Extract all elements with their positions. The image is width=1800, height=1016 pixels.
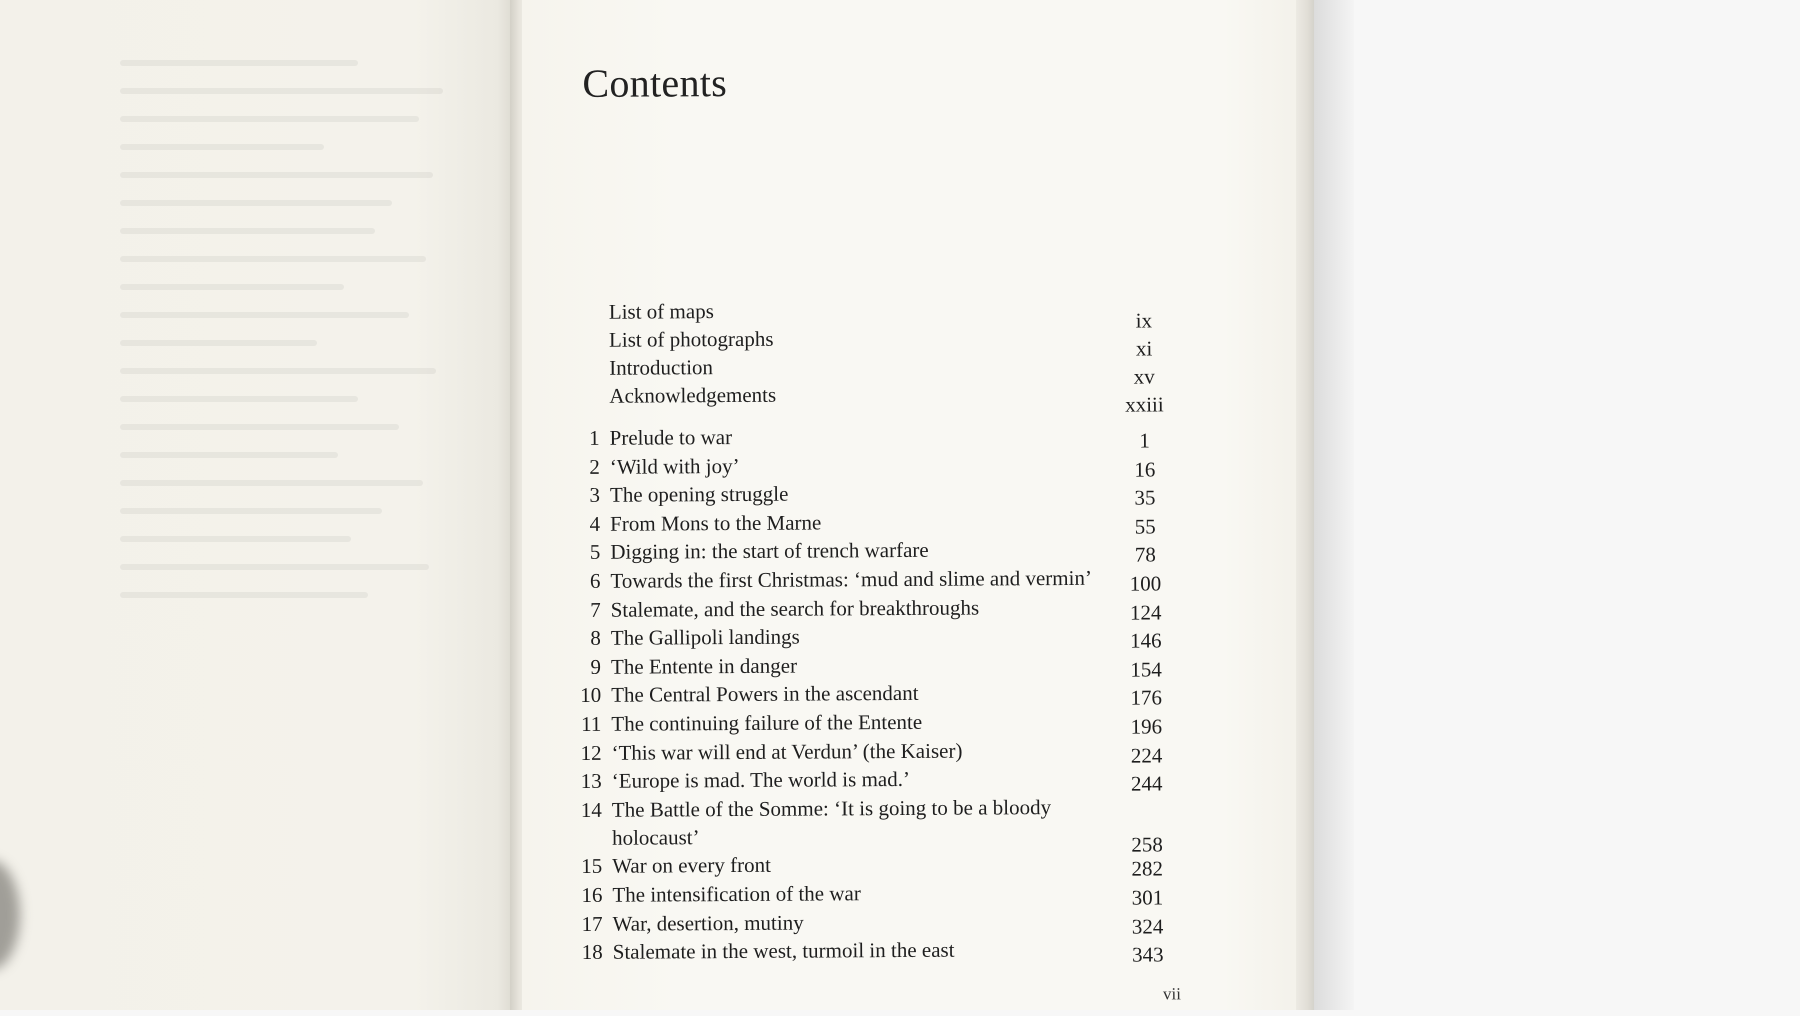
entry-page-number: 324 [1131, 913, 1164, 939]
entry-title: From Mons to the Marne [610, 510, 822, 536]
entry-title: War on every front [612, 853, 771, 879]
page-number: vii [1162, 984, 1182, 1004]
entry-title: The opening struggle [609, 481, 789, 507]
entry-page-number: 244 [1130, 771, 1163, 796]
front-matter-entry [559, 350, 1179, 389]
chapter-number: 18 [581, 940, 603, 965]
chapter-number: 4 [589, 511, 601, 536]
entry-page-number: 176 [1130, 685, 1163, 710]
entry-page-number: 196 [1130, 714, 1163, 739]
chapter-entry [562, 906, 1182, 938]
chapter-entry [561, 678, 1181, 710]
entry-page-number: 224 [1130, 742, 1163, 768]
chapter-number: 10 [580, 683, 602, 708]
entry-title: The Gallipoli landings [610, 624, 800, 650]
entry-page-number: xi [1135, 336, 1153, 361]
chapter-number: 16 [581, 882, 603, 907]
front-matter-entry [559, 294, 1179, 333]
entry-title: The Central Powers in the ascendant [611, 681, 919, 708]
entry-page-number: 282 [1131, 856, 1164, 881]
chapter-number: 14 [580, 797, 602, 822]
chapter-entry [560, 420, 1180, 452]
chapter-number: 6 [589, 568, 601, 593]
chapter-number: 9 [590, 654, 602, 679]
chapter-entry [561, 706, 1181, 738]
entry-page-number: 35 [1134, 485, 1156, 510]
entry-page-number: 100 [1129, 571, 1162, 596]
entry-title: ‘Wild with joy’ [609, 453, 740, 479]
chapter-entry [560, 563, 1180, 595]
entry-title-continuation: holocaust’ [611, 825, 700, 850]
chapter-number: 11 [581, 711, 602, 736]
entry-title: List of maps [608, 299, 714, 324]
chapter-number: 12 [580, 740, 602, 765]
entry-page-number: 258 [1131, 832, 1163, 857]
entry-title: Towards the first Christmas: ‘mud and slime and vermin’ [610, 565, 1093, 593]
chapter-entry [561, 592, 1181, 624]
chapter-number: 7 [590, 597, 601, 622]
chapter-entry [562, 763, 1182, 795]
entry-page-number: 16 [1134, 457, 1156, 482]
chapter-number: 2 [589, 454, 600, 479]
entry-page-number: ix [1135, 308, 1153, 333]
chapter-entry [560, 477, 1180, 509]
entry-title: War, desertion, mutiny [612, 910, 804, 936]
entry-title: Prelude to war [609, 425, 733, 450]
entry-page-number: 55 [1134, 514, 1156, 539]
chapter-entry [562, 877, 1182, 909]
chapter-number: 5 [589, 540, 601, 565]
entry-title: Stalemate, and the search for breakthroughs [610, 595, 980, 622]
chapter-number: 15 [581, 854, 603, 879]
chapter-entry [563, 934, 1183, 966]
entry-page-number: xxiii [1125, 392, 1164, 417]
entry-title: The Battle of the Somme: ‘It is going to be a bloody [611, 794, 1052, 822]
chapter-number: 1 [589, 425, 600, 450]
entry-page-number: xv [1133, 364, 1155, 389]
front-matter-entry [559, 322, 1179, 361]
entry-title: Introduction [609, 355, 714, 380]
entry-title: Stalemate in the west, turmoil in the east [612, 937, 955, 964]
front-matter-entry [559, 378, 1179, 417]
entry-title: The intensification of the war [612, 881, 861, 907]
entry-page-number: 154 [1130, 657, 1162, 682]
chapter-number: 8 [590, 626, 601, 651]
chapter-number: 3 [589, 483, 601, 508]
entry-page-number: 1 [1139, 428, 1150, 453]
chapter-entry [560, 506, 1180, 538]
entry-page-number: 78 [1134, 542, 1156, 567]
chapter-number: 17 [581, 911, 603, 936]
entry-title: ‘Europe is mad. The world is mad.’ [611, 767, 910, 793]
entry-title: List of photographs [608, 326, 774, 352]
entry-title: The continuing failure of the Entente [611, 709, 923, 736]
chapter-entry [562, 792, 1182, 857]
chapter-entry [561, 620, 1181, 652]
entry-page-number: 301 [1131, 885, 1164, 910]
page-title: Contents [582, 60, 728, 106]
chapter-entry [560, 449, 1180, 481]
chapter-entry [561, 649, 1181, 681]
entry-title: Digging in: the start of trench warfare [610, 538, 929, 565]
entry-page-number: 146 [1130, 628, 1162, 653]
chapter-entry [562, 849, 1182, 881]
chapter-entry [561, 735, 1181, 767]
entry-title: The Entente in danger [610, 653, 798, 679]
chapter-number: 13 [580, 769, 602, 794]
chapter-entry [560, 535, 1180, 567]
entry-page-number: 124 [1129, 599, 1162, 625]
entry-title: ‘This war will end at Verdun’ (the Kaiser) [611, 738, 963, 765]
entry-title: Acknowledgements [609, 382, 777, 408]
entry-page-number: 343 [1131, 942, 1164, 967]
